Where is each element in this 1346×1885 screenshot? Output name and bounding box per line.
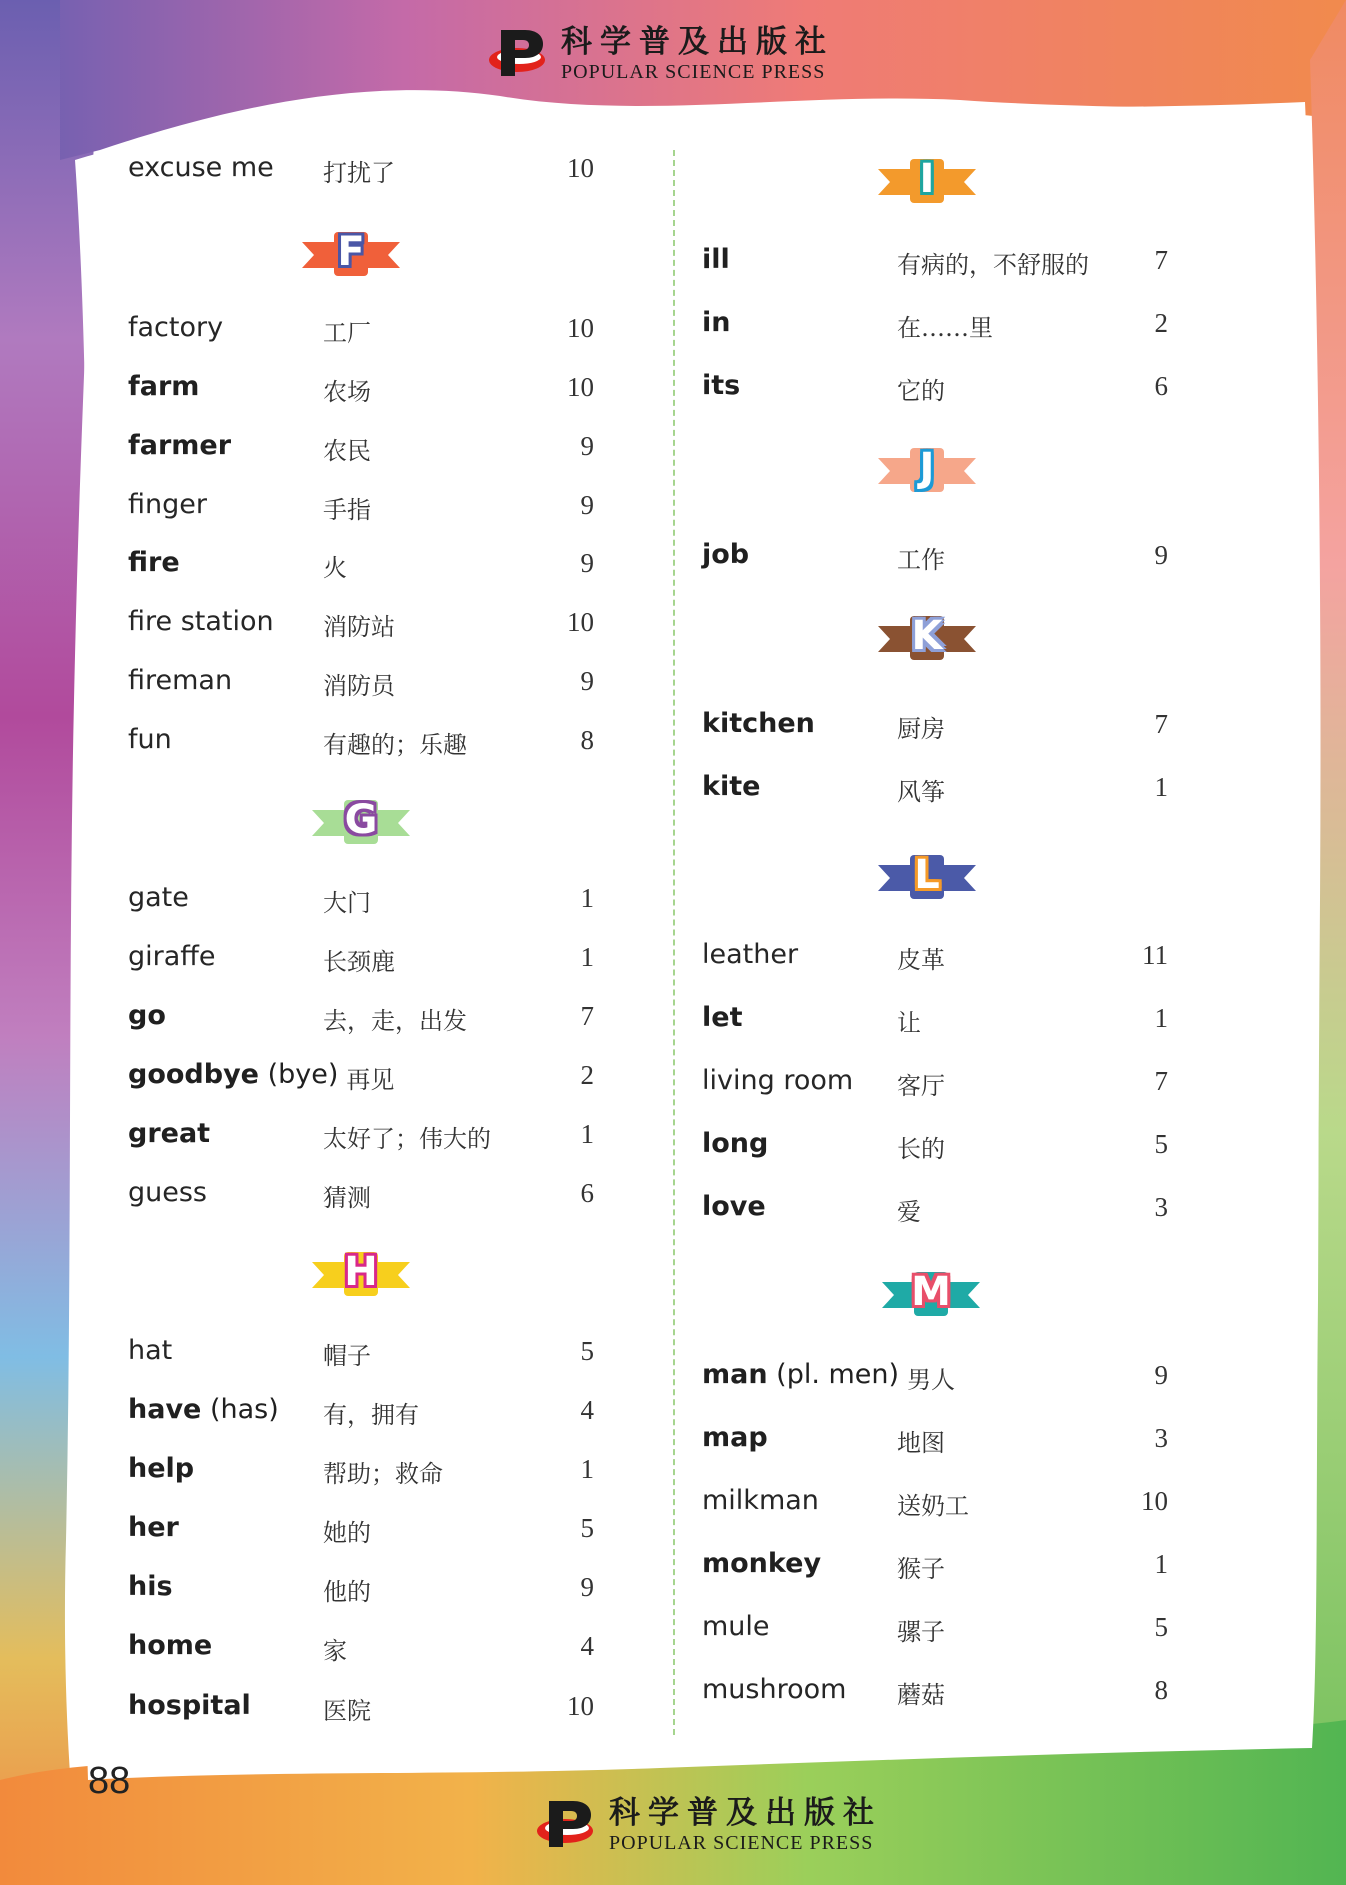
vocabulary-entry — [128, 1688, 594, 1728]
entry-meaning: 有趣的；乐趣 — [323, 731, 467, 759]
entry-word-text: job — [702, 539, 750, 570]
entry-word — [128, 1118, 210, 1149]
letter-header-j — [878, 446, 976, 496]
entry-word-text: his — [128, 1571, 173, 1602]
entry-unit-number: 9 — [1154, 540, 1168, 570]
entry-word-text: fire — [128, 547, 180, 578]
entry-unit-number: 1 — [580, 942, 594, 972]
entry-meaning: 风筝 — [897, 778, 945, 806]
entry-word — [702, 1191, 766, 1222]
vocabulary-entry — [702, 242, 1168, 282]
entry-meaning: 猴子 — [897, 1555, 945, 1583]
vocabulary-entry — [128, 1057, 594, 1097]
entry-word-text: giraffe — [128, 941, 216, 972]
entry-unit-number: 10 — [567, 153, 594, 183]
entry-word-text: help — [128, 1453, 195, 1484]
entry-unit-number: 1 — [580, 1119, 594, 1149]
vocabulary-entry — [128, 150, 594, 190]
entry-unit-number: 10 — [567, 1691, 594, 1721]
entry-word-text: man — [702, 1359, 768, 1390]
vocabulary-entry — [128, 998, 594, 1038]
entry-meaning: 消防员 — [323, 672, 395, 700]
entry-unit-number: 7 — [1154, 1066, 1168, 1096]
vocabulary-entry — [702, 1609, 1168, 1649]
entry-unit-number: 9 — [580, 548, 594, 578]
entry-unit-number: 1 — [580, 883, 594, 913]
entry-meaning: 帮助；救命 — [323, 1460, 443, 1488]
entry-word — [702, 370, 740, 401]
entry-meaning: 医院 — [323, 1697, 371, 1725]
vocabulary-entry — [128, 1451, 594, 1491]
entry-meaning: 他的 — [323, 1578, 371, 1606]
entry-meaning: 男人 — [907, 1366, 956, 1394]
publisher-logo-icon — [487, 22, 551, 86]
entry-meaning: 猜测 — [323, 1184, 371, 1212]
vocabulary-entry — [128, 1116, 594, 1156]
entry-word — [702, 1674, 846, 1705]
entry-word — [128, 1335, 172, 1366]
entry-unit-number: 4 — [580, 1395, 594, 1425]
entry-unit-number: 8 — [1154, 1675, 1168, 1705]
entry-word — [702, 1002, 742, 1033]
entry-word — [702, 244, 730, 275]
letter-header-k — [878, 614, 976, 664]
vocabulary-entry — [128, 1392, 594, 1432]
entry-word-text: monkey — [702, 1548, 822, 1579]
letter-label: H — [344, 1249, 378, 1295]
letter-label: I — [919, 156, 935, 202]
entry-word — [128, 1000, 166, 1031]
page-number: 88 — [88, 1760, 131, 1802]
entry-word — [128, 152, 274, 183]
entry-word — [702, 771, 760, 802]
entry-word-text: leather — [702, 939, 799, 970]
entry-word-text: fun — [128, 724, 172, 755]
entry-unit-number: 10 — [567, 372, 594, 402]
entry-meaning: 有，拥有 — [323, 1401, 419, 1429]
entry-word-text: her — [128, 1512, 179, 1543]
entry-meaning: 厨房 — [897, 715, 945, 743]
entry-word — [128, 547, 180, 578]
entry-word — [128, 489, 207, 520]
entry-meaning: 它的 — [897, 377, 945, 405]
entry-meaning: 工作 — [897, 546, 945, 574]
entry-meaning: 去，走，出发 — [323, 1007, 467, 1035]
entry-unit-number: 1 — [1154, 772, 1168, 802]
vocabulary-entry — [702, 937, 1168, 977]
vocabulary-entry — [128, 310, 594, 350]
vocabulary-entry — [702, 1126, 1168, 1166]
entry-word-text: goodbye — [128, 1059, 259, 1090]
entry-word-text: home — [128, 1630, 213, 1661]
entry-word-text: its — [702, 370, 741, 401]
publisher-name-en: POPULAR SCIENCE PRESS — [609, 1832, 874, 1854]
entry-word-text: kitchen — [702, 708, 815, 739]
entry-unit-number: 5 — [1154, 1129, 1168, 1159]
vocabulary-entry — [702, 1420, 1168, 1460]
entry-meaning: 骡子 — [897, 1618, 945, 1646]
entry-word — [702, 539, 749, 570]
vocabulary-entry — [702, 537, 1168, 577]
vocabulary-entry — [128, 1628, 594, 1668]
vocabulary-entry — [128, 1510, 594, 1550]
entry-word-text: factory — [128, 312, 224, 343]
entry-word-text: farm — [128, 371, 200, 402]
letter-header-m — [882, 1270, 980, 1320]
letter-label: G — [344, 797, 378, 843]
entry-word-text: guess — [128, 1177, 207, 1208]
letter-header-g — [312, 798, 410, 848]
entry-meaning: 蘑菇 — [897, 1681, 945, 1709]
entry-word — [128, 312, 223, 343]
letter-header-i — [878, 157, 976, 207]
entry-word-text: excuse me — [128, 152, 274, 183]
letter-label: L — [914, 852, 940, 898]
letter-header-f — [302, 230, 400, 280]
entry-word-note: (has) — [201, 1394, 279, 1425]
entry-word — [128, 665, 232, 696]
entry-word-text: great — [128, 1118, 211, 1149]
entry-word — [128, 724, 172, 755]
entry-meaning: 长颈鹿 — [323, 948, 395, 976]
vocabulary-entry — [128, 1333, 594, 1373]
entry-meaning: 消防站 — [323, 613, 395, 641]
entry-word — [702, 939, 798, 970]
entry-word-text: in — [702, 307, 731, 338]
vocabulary-entry — [128, 1569, 594, 1609]
entry-meaning: 农民 — [323, 437, 371, 465]
publisher-logo-icon — [535, 1793, 599, 1857]
entry-meaning: 大门 — [323, 889, 371, 917]
entry-unit-number: 10 — [1141, 1486, 1168, 1516]
entry-word-text: love — [702, 1191, 766, 1222]
publisher-footer — [535, 1793, 882, 1857]
entry-unit-number: 2 — [1154, 308, 1168, 338]
entry-word — [128, 1630, 212, 1661]
entry-meaning: 打扰了 — [323, 159, 395, 187]
entry-unit-number: 9 — [580, 666, 594, 696]
letter-header-l — [878, 853, 976, 903]
entry-word-text: ill — [702, 244, 730, 275]
entry-unit-number: 8 — [580, 725, 594, 755]
entry-word-text: long — [702, 1128, 769, 1159]
entry-word — [702, 1128, 768, 1159]
letter-header-h — [312, 1250, 410, 1300]
entry-meaning: 再见 — [346, 1066, 395, 1094]
entry-word-note: (pl. men) — [767, 1359, 900, 1390]
entry-word-text: have — [128, 1394, 202, 1425]
vocabulary-entry — [128, 1175, 594, 1215]
entry-word-text: fireman — [128, 665, 233, 696]
entry-word-text: farmer — [128, 430, 232, 461]
entry-word-text: finger — [128, 489, 207, 520]
entry-meaning: 手指 — [323, 496, 371, 524]
entry-unit-number: 7 — [580, 1001, 594, 1031]
entry-word-text: gate — [128, 882, 189, 913]
entry-word — [128, 1690, 251, 1721]
entry-word-text: milkman — [702, 1485, 819, 1516]
vocabulary-entry — [128, 722, 594, 762]
entry-meaning: 她的 — [323, 1519, 371, 1547]
vocabulary-entry — [702, 368, 1168, 408]
entry-unit-number: 7 — [1154, 245, 1168, 275]
entry-word — [128, 371, 199, 402]
entry-word-text: hat — [128, 1335, 173, 1366]
entry-meaning: 有病的，不舒服的 — [897, 251, 1089, 279]
entry-word-text: kite — [702, 771, 761, 802]
entry-unit-number: 6 — [1154, 371, 1168, 401]
vocabulary-entry — [702, 1357, 1168, 1397]
entry-unit-number: 9 — [580, 1572, 594, 1602]
entry-word — [128, 1453, 194, 1484]
entry-word — [128, 941, 216, 972]
entry-word — [128, 1512, 179, 1543]
entry-meaning: 农场 — [323, 378, 371, 406]
vocabulary-entry — [702, 1483, 1168, 1523]
publisher-header — [487, 22, 834, 86]
entry-word-text: living room — [702, 1065, 854, 1096]
entry-unit-number: 2 — [580, 1060, 594, 1090]
entry-word — [702, 307, 730, 338]
entry-unit-number: 1 — [580, 1454, 594, 1484]
entry-meaning: 地图 — [897, 1429, 945, 1457]
entry-word — [128, 430, 231, 461]
vocabulary-entry — [128, 545, 594, 585]
entry-meaning: 工厂 — [323, 319, 371, 347]
vocabulary-entry — [128, 428, 594, 468]
entry-unit-number: 5 — [1154, 1612, 1168, 1642]
vocabulary-entry — [702, 769, 1168, 809]
entry-unit-number: 5 — [580, 1513, 594, 1543]
entry-unit-number: 11 — [1142, 940, 1168, 970]
entry-word-text: mule — [702, 1611, 770, 1642]
entry-unit-number: 9 — [580, 490, 594, 520]
publisher-name-en: POPULAR SCIENCE PRESS — [561, 61, 826, 83]
entry-meaning: 太好了；伟大的 — [323, 1125, 491, 1153]
vocabulary-entry — [702, 1063, 1168, 1103]
entry-word-text: mushroom — [702, 1674, 847, 1705]
vocabulary-entry — [702, 1672, 1168, 1712]
entry-word-note: (bye) — [259, 1059, 339, 1090]
entry-word — [702, 1065, 853, 1096]
entry-meaning: 火 — [323, 554, 347, 582]
column-divider — [673, 150, 675, 1735]
vocabulary-entry — [702, 1000, 1168, 1040]
entry-unit-number: 7 — [1154, 709, 1168, 739]
entry-unit-number: 3 — [1154, 1192, 1168, 1222]
entry-unit-number: 9 — [1154, 1360, 1168, 1390]
vocabulary-entry — [128, 880, 594, 920]
vocabulary-entry — [128, 487, 594, 527]
entry-unit-number: 1 — [1154, 1003, 1168, 1033]
entry-unit-number: 4 — [580, 1631, 594, 1661]
entry-word — [702, 1485, 819, 1516]
entry-unit-number: 5 — [580, 1336, 594, 1366]
publisher-name-zh: 科学普及出版社 — [609, 1795, 882, 1831]
vocabulary-entry — [702, 1546, 1168, 1586]
letter-label: K — [911, 613, 943, 659]
entry-unit-number: 6 — [580, 1178, 594, 1208]
entry-word — [702, 1422, 768, 1453]
letter-label: J — [919, 445, 935, 491]
vocabulary-entry — [702, 305, 1168, 345]
entry-unit-number: 10 — [567, 313, 594, 343]
letter-label: F — [337, 229, 365, 275]
entry-word — [702, 708, 815, 739]
vocabulary-entry — [128, 604, 594, 644]
entry-word — [128, 1177, 207, 1208]
vocabulary-entry — [702, 1189, 1168, 1229]
vocabulary-entry — [128, 663, 594, 703]
vocabulary-entry — [128, 939, 594, 979]
entry-meaning: 皮革 — [897, 946, 945, 974]
entry-meaning: 客厅 — [897, 1072, 945, 1100]
letter-label: M — [911, 1269, 951, 1315]
entry-word-text: go — [128, 1000, 166, 1031]
entry-word-text: map — [702, 1422, 768, 1453]
entry-word — [128, 1059, 338, 1090]
entry-meaning: 让 — [897, 1009, 921, 1037]
vocabulary-entry — [128, 369, 594, 409]
entry-unit-number: 3 — [1154, 1423, 1168, 1453]
entry-word-text: hospital — [128, 1690, 251, 1721]
entry-word-text: fire station — [128, 606, 274, 637]
entry-word — [702, 1611, 770, 1642]
entry-word — [128, 606, 274, 637]
entry-meaning: 长的 — [897, 1135, 945, 1163]
entry-word — [128, 1571, 173, 1602]
publisher-name-zh: 科学普及出版社 — [561, 24, 834, 60]
entry-unit-number: 10 — [567, 607, 594, 637]
entry-meaning: 爱 — [897, 1198, 921, 1226]
entry-word — [702, 1359, 899, 1390]
entry-meaning: 家 — [323, 1637, 347, 1665]
entry-word — [128, 1394, 279, 1425]
entry-word — [128, 882, 189, 913]
entry-meaning: 在……里 — [897, 314, 993, 342]
vocabulary-entry — [702, 706, 1168, 746]
entry-unit-number: 9 — [580, 431, 594, 461]
entry-word — [702, 1548, 821, 1579]
entry-word-text: let — [702, 1002, 743, 1033]
entry-meaning: 送奶工 — [897, 1492, 969, 1520]
entry-meaning: 帽子 — [323, 1342, 371, 1370]
entry-unit-number: 1 — [1154, 1549, 1168, 1579]
